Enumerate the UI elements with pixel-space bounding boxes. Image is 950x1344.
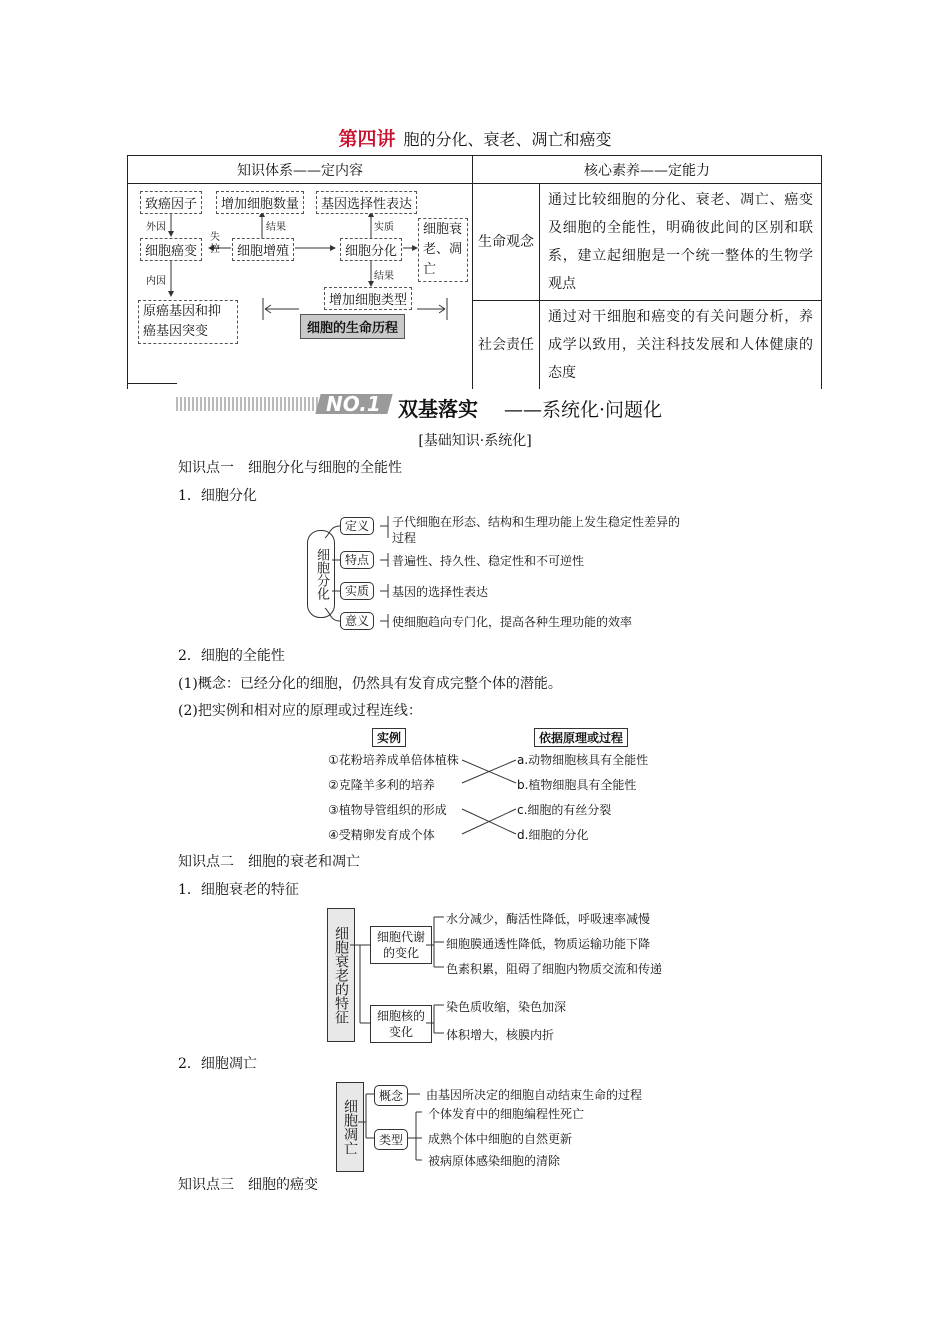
carcinogen-box: 致癌因子 [140, 191, 202, 214]
row2-label: 社会责任 [473, 301, 540, 390]
proliferation-box: 细胞增殖 [232, 238, 294, 261]
increase-count-box: 增加细胞数量 [216, 191, 304, 214]
kp1-s2: 2．细胞的全能性 [178, 648, 285, 664]
table-bottom-rule [127, 383, 177, 384]
match-right-a: a.动物细胞核具有全能性 [517, 753, 649, 767]
page-title [0, 124, 950, 151]
result1-label: 结果 [266, 222, 286, 233]
match-left-2: ②克隆羊多利的培养 [328, 778, 435, 792]
diff-tag-significance: 意义 [340, 612, 374, 630]
differentiation-box: 细胞分化 [340, 238, 402, 261]
senescence-apoptosis-box: 细胞衰老、凋亡 [418, 218, 468, 282]
diff-tag-definition: 定义 [340, 517, 374, 535]
apoptosis-type-3: 被病原体感染细胞的清除 [428, 1154, 561, 1168]
match-right-c: c.细胞的有丝分裂 [517, 803, 612, 817]
section-subtitle: [基础知识·系统化] [418, 433, 532, 449]
apoptosis-type-1: 个体发育中的细胞编程性死亡 [428, 1107, 585, 1121]
aging-branch-nucleus: 细胞核的变化 [370, 1005, 432, 1043]
inner-cause-label: 内因 [146, 276, 166, 287]
match-right-head: 依据原理或过程 [534, 728, 628, 747]
match-left-3: ③植物导管组织的形成 [328, 803, 447, 817]
kp2-s2: 2．细胞凋亡 [178, 1056, 257, 1072]
result2-label: 结果 [374, 271, 394, 282]
match-lines [460, 750, 520, 845]
essence-label: 实质 [374, 222, 394, 233]
row1-label: 生命观念 [473, 184, 540, 301]
gene-expression-box: 基因选择性表达 [316, 191, 417, 214]
diff-text-definition: 子代细胞在形态、结构和生理功能上发生稳定性差异的过程 [392, 515, 681, 545]
kp1-p2: (2)把实例和相对应的原理或过程连线： [178, 703, 422, 719]
row2-text: 通过对干细胞和癌变的有关问题分析，养成学以致用，关注科技发展和人体健康的态度 [540, 301, 822, 390]
apoptosis-type-tag: 类型 [374, 1129, 408, 1150]
oncogene-box: 原癌基因和抑癌基因突变 [138, 300, 238, 344]
banner-sub: ——系统化·问题化 [504, 399, 663, 421]
cancer-box: 细胞癌变 [140, 238, 202, 261]
kp2-heading: 知识点二 细胞的衰老和凋亡 [178, 854, 360, 870]
kp1-heading: 知识点一 细胞分化与细胞的全能性 [178, 460, 402, 476]
diff-text-feature: 普遍性、持久性、稳定性和不可逆性 [392, 554, 585, 568]
row1-text: 通过比较细胞的分化、衰老、凋亡、癌变及细胞的全能性，明确彼此间的区别和联系，建立起细胞是一个统一整体的生物学观点 [540, 184, 822, 301]
apoptosis-type-2: 成熟个体中细胞的自然更新 [428, 1132, 573, 1146]
diff-tag-feature: 特点 [340, 551, 374, 569]
kp1-s1: 1．细胞分化 [178, 488, 257, 504]
kp1-p1: (1)概念：已经分化的细胞，仍然具有发育成完整个体的潜能。 [178, 676, 562, 692]
match-left-4: ④受精卵发育成个体 [328, 828, 435, 842]
diff-tag-essence: 实质 [340, 582, 374, 600]
match-left-head: 实例 [372, 728, 406, 747]
aging-nucleus-1: 染色质收缩，染色加深 [446, 1000, 567, 1014]
outer-cause-label: 外因 [146, 222, 166, 233]
aging-center: 细胞衰老的特征 [327, 908, 355, 1042]
kp3-heading: 知识点三 细胞的癌变 [178, 1177, 318, 1193]
aging-branch-metabolism: 细胞代谢的变化 [370, 926, 432, 964]
lecture-topic: 胞的分化、衰老、凋亡和癌变 [403, 130, 612, 149]
overview-col1-header: 知识体系——定内容 [128, 156, 473, 184]
aging-metab-1: 水分减少，酶活性降低，呼吸速率减慢 [446, 912, 651, 926]
diff-text-significance: 使细胞趋向专门化，提高各种生理功能的效率 [392, 615, 633, 629]
apoptosis-center: 细胞凋亡 [336, 1082, 364, 1172]
apoptosis-concept-tag: 概念 [374, 1085, 408, 1106]
match-right-d: d.细胞的分化 [517, 828, 589, 842]
lose-control-label: 失控 [210, 232, 220, 255]
banner-stripes [176, 397, 322, 411]
diff-text-essence: 基因的选择性表达 [392, 585, 489, 599]
apoptosis-concept-text: 由基因所决定的细胞自动结束生命的过程 [426, 1088, 643, 1102]
lecture-number: 第四讲 [338, 128, 396, 150]
diff-center: 细胞分化 [307, 530, 335, 618]
kp2-s1: 1．细胞衰老的特征 [178, 882, 299, 898]
increase-type-box: 增加细胞类型 [324, 287, 412, 310]
aging-metab-3: 色素积累，阻碍了细胞内物质交流和传递 [446, 962, 663, 976]
aging-nucleus-2: 体积增大，核膜内折 [446, 1028, 555, 1042]
aging-metab-2: 细胞膜通透性降低，物质运输功能下降 [446, 937, 651, 951]
banner-main: 双基落实 [398, 397, 478, 421]
match-left-1: ①花粉培养成单倍体植株 [328, 753, 459, 767]
life-course-box: 细胞的生命历程 [300, 314, 405, 339]
overview-col2-header: 核心素养——定能力 [473, 156, 822, 184]
banner-no: NO.1 [326, 392, 381, 416]
match-right-b: b.植物细胞具有全能性 [517, 778, 637, 792]
